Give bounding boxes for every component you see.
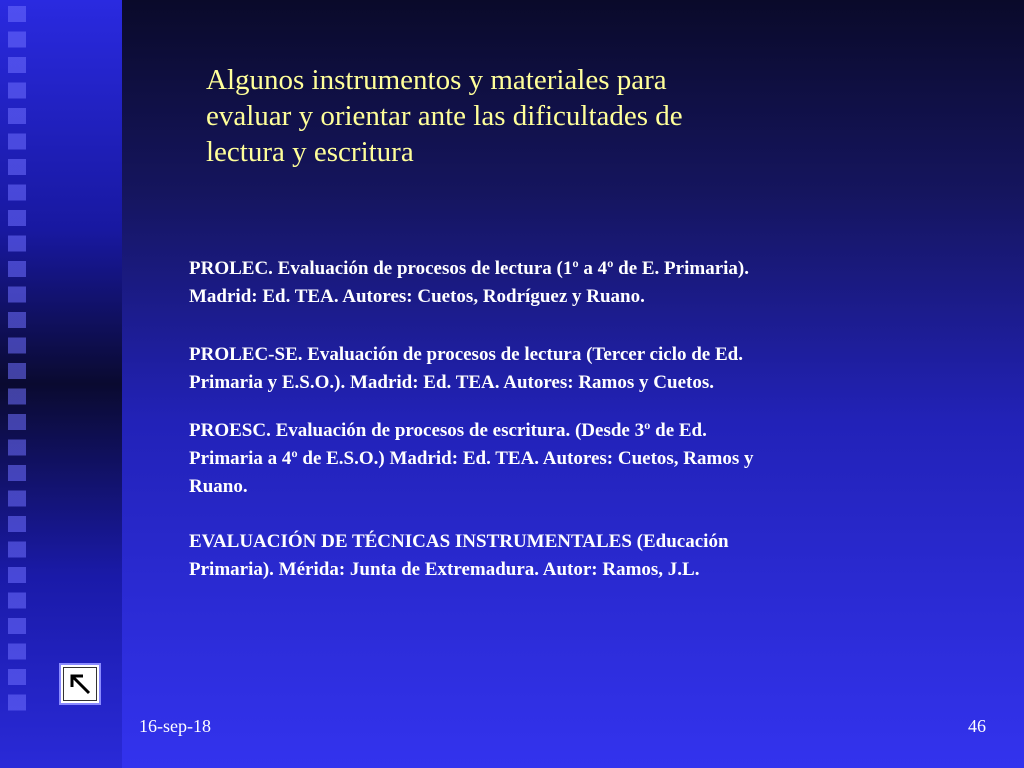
reference-line: PROESC. Evaluación de procesos de escritura. (Desde 3º de Ed. (189, 420, 707, 441)
title-line: evaluar y orientar ante las dificultades de (206, 100, 683, 132)
arrow-up-left-icon (67, 671, 93, 697)
decorative-squares (8, 6, 26, 716)
reference-line: Primaria y E.S.O.). Madrid: Ed. TEA. Autores: Ramos y Cuetos. (189, 372, 714, 393)
reference-line: Primaria a 4º de E.S.O.) Madrid: Ed. TEA. Autores: Cuetos, Ramos y (189, 448, 754, 469)
reference-line: PROLEC. Evaluación de procesos de lectura (1º a 4º de E. Primaria). (189, 258, 749, 279)
reference-line: Madrid: Ed. TEA. Autores: Cuetos, Rodríguez y Ruano. (189, 286, 645, 307)
page-number: 46 (968, 716, 986, 736)
home-button-frame (63, 667, 97, 701)
home-button[interactable] (59, 663, 101, 705)
title-line: Algunos instrumentos y materiales para (206, 64, 667, 96)
reference-line: PROLEC-SE. Evaluación de procesos de lectura (Tercer ciclo de Ed. (189, 344, 743, 365)
reference-proesc (189, 417, 889, 501)
reference-line: Primaria). Mérida: Junta de Extremadura. Autor: Ramos, J.L. (189, 559, 700, 580)
reference-prolec-se (189, 341, 889, 397)
side-strip (0, 0, 122, 768)
slide-title (206, 62, 806, 170)
footer-date: 16-sep-18 (139, 716, 211, 736)
reference-tecnicas-instrumentales (189, 528, 889, 584)
reference-prolec (189, 255, 889, 311)
reference-line: EVALUACIÓN DE TÉCNICAS INSTRUMENTALES (Educación (189, 531, 729, 552)
title-line: lectura y escritura (206, 136, 414, 168)
reference-line: Ruano. (189, 476, 248, 497)
